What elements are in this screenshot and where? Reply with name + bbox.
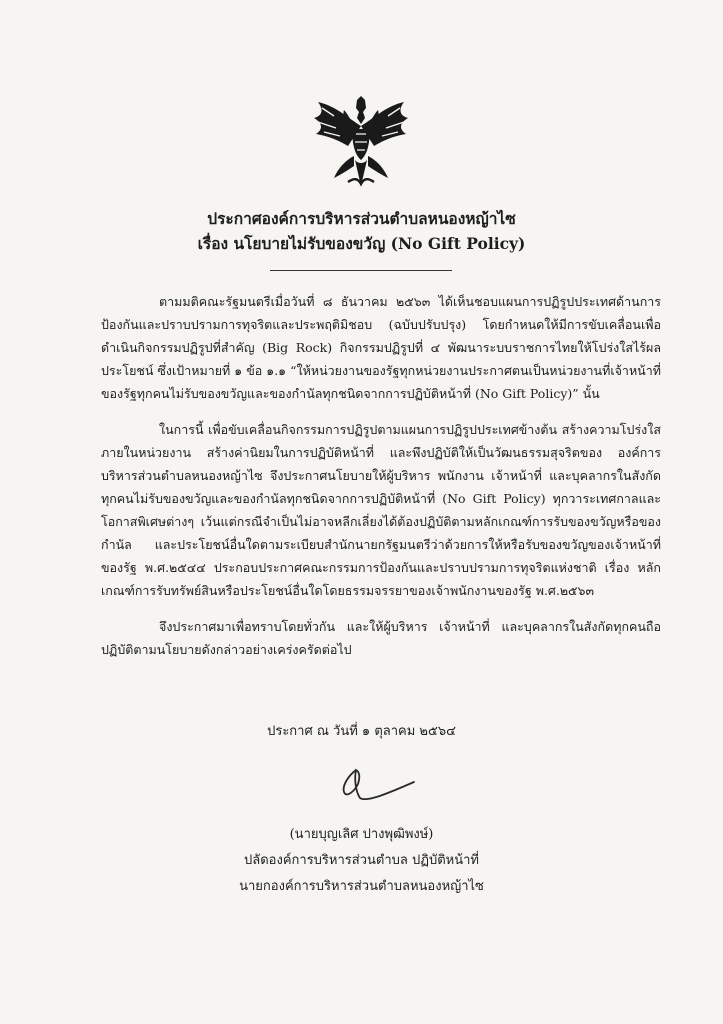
signatory-position: นายกองค์การบริหารส่วนตำบลหนองหญ้าไซ [239,879,484,894]
signatory-position: ปลัดองค์การบริหารส่วนตำบล ปฏิบัติหน้าที่ [244,853,479,868]
document-body [101,290,661,674]
header-divider [270,270,452,271]
handwritten-signature [326,762,416,810]
body-paragraph: ตามมติคณะรัฐมนตรีเมื่อวันที่ ๘ ธันวาคม ๒๕๖๓ ได้เห็นชอบแผนการปฏิรูปประเทศด้านการป้องกันและปราบปรามการทุจริตและประพฤติมิชอบ (ฉบับปรับปรุง) โดยกำหนดให้มีการขับเคลื่อนเพื่อดำเนินกิจกรรมปฏิรูปที่สำคัญ (Big Rock) กิจกรรมปฏิรูปที่ ๔ พัฒนาระบบราชการไทยให้โปร่งใสไร้ผลประโยชน์ ซึ่งเป้าหมายที่ ๑ ข้อ ๑.๑ “ให้หน่วยงานของรัฐทุกหน่วยงานประกาศตนเป็นหน่วยงานที่เจ้าหน้าที่ของรัฐทุกคนไม่รับของขวัญและของกำนัลทุกชนิดจากการปฏิบัติหน้าที่ (No Gift Policy)” นั้น [101,294,661,401]
announcement-subject: เรื่อง นโยบายไม่รับของขวัญ (No Gift Policy) [197,234,526,253]
signatory-name: (นายบุญเลิศ ปางพุฒิพงษ์) [289,827,434,842]
garuda-emblem-icon [308,96,414,188]
signatory-block [0,822,723,900]
body-paragraph: จึงประกาศมาเพื่อทราบโดยทั่วกัน และให้ผู้บริหาร เจ้าหน้าที่ และบุคลากรในสังกัดทุกคนถือปฏิบัติตามนโยบายดังกล่าวอย่างเคร่งครัดต่อไป [101,619,661,657]
document-header [0,206,723,256]
body-paragraph: ในการนี้ เพื่อขับเคลื่อนกิจกรรมการปฏิรูปตามแผนการปฏิรูปประเทศข้างต้น สร้างความโปร่งใสภายในหน่วยงาน สร้างค่านิยมในการปฏิบัติหน้าที่ และพึงปฏิบัติให้เป็นวัฒนธรรมสุจริตของ องค์การบริหารส่วนตำบลหนองหญ้าไซ จึงประกาศนโยบายให้ผู้บริหาร พนักงาน เจ้าหน้าที่ และบุคลากรในสังกัดทุกคนไม่รับของขวัญและของกำนัลทุกชนิดจากการปฏิบัติหน้าที่ (No Gift Policy) ทุกวาระเทศกาลและโอกาสพิเศษต่างๆ เว้นแต่กรณีจำเป็นไม่อาจหลีกเลี่ยงได้ต้องปฏิบัติตามหลักเกณฑ์การรับของขวัญหรือของกำนัล และประโยชน์อื่นใดตามระเบียบสำนักนายกรัฐมนตรีว่าด้วยการให้หรือรับของขวัญของเจ้าหน้าที่ของรัฐ พ.ศ.๒๕๔๔ ประกอบประกาศคณะกรรมการป้องกันและปราบปรามการทุจริตแห่งชาติ เรื่อง หลักเกณฑ์การรับทรัพย์สินหรือประโยชน์อื่นใดโดยธรรมจรรยาของเจ้าพนักงานของรัฐ พ.ศ.๒๕๖๓ [101,422,661,598]
announcement-date: ประกาศ ณ วันที่ ๑ ตุลาคม ๒๕๖๔ [267,724,456,739]
announcement-title: ประกาศองค์การบริหารส่วนตำบลหนองหญ้าไซ [207,209,516,228]
